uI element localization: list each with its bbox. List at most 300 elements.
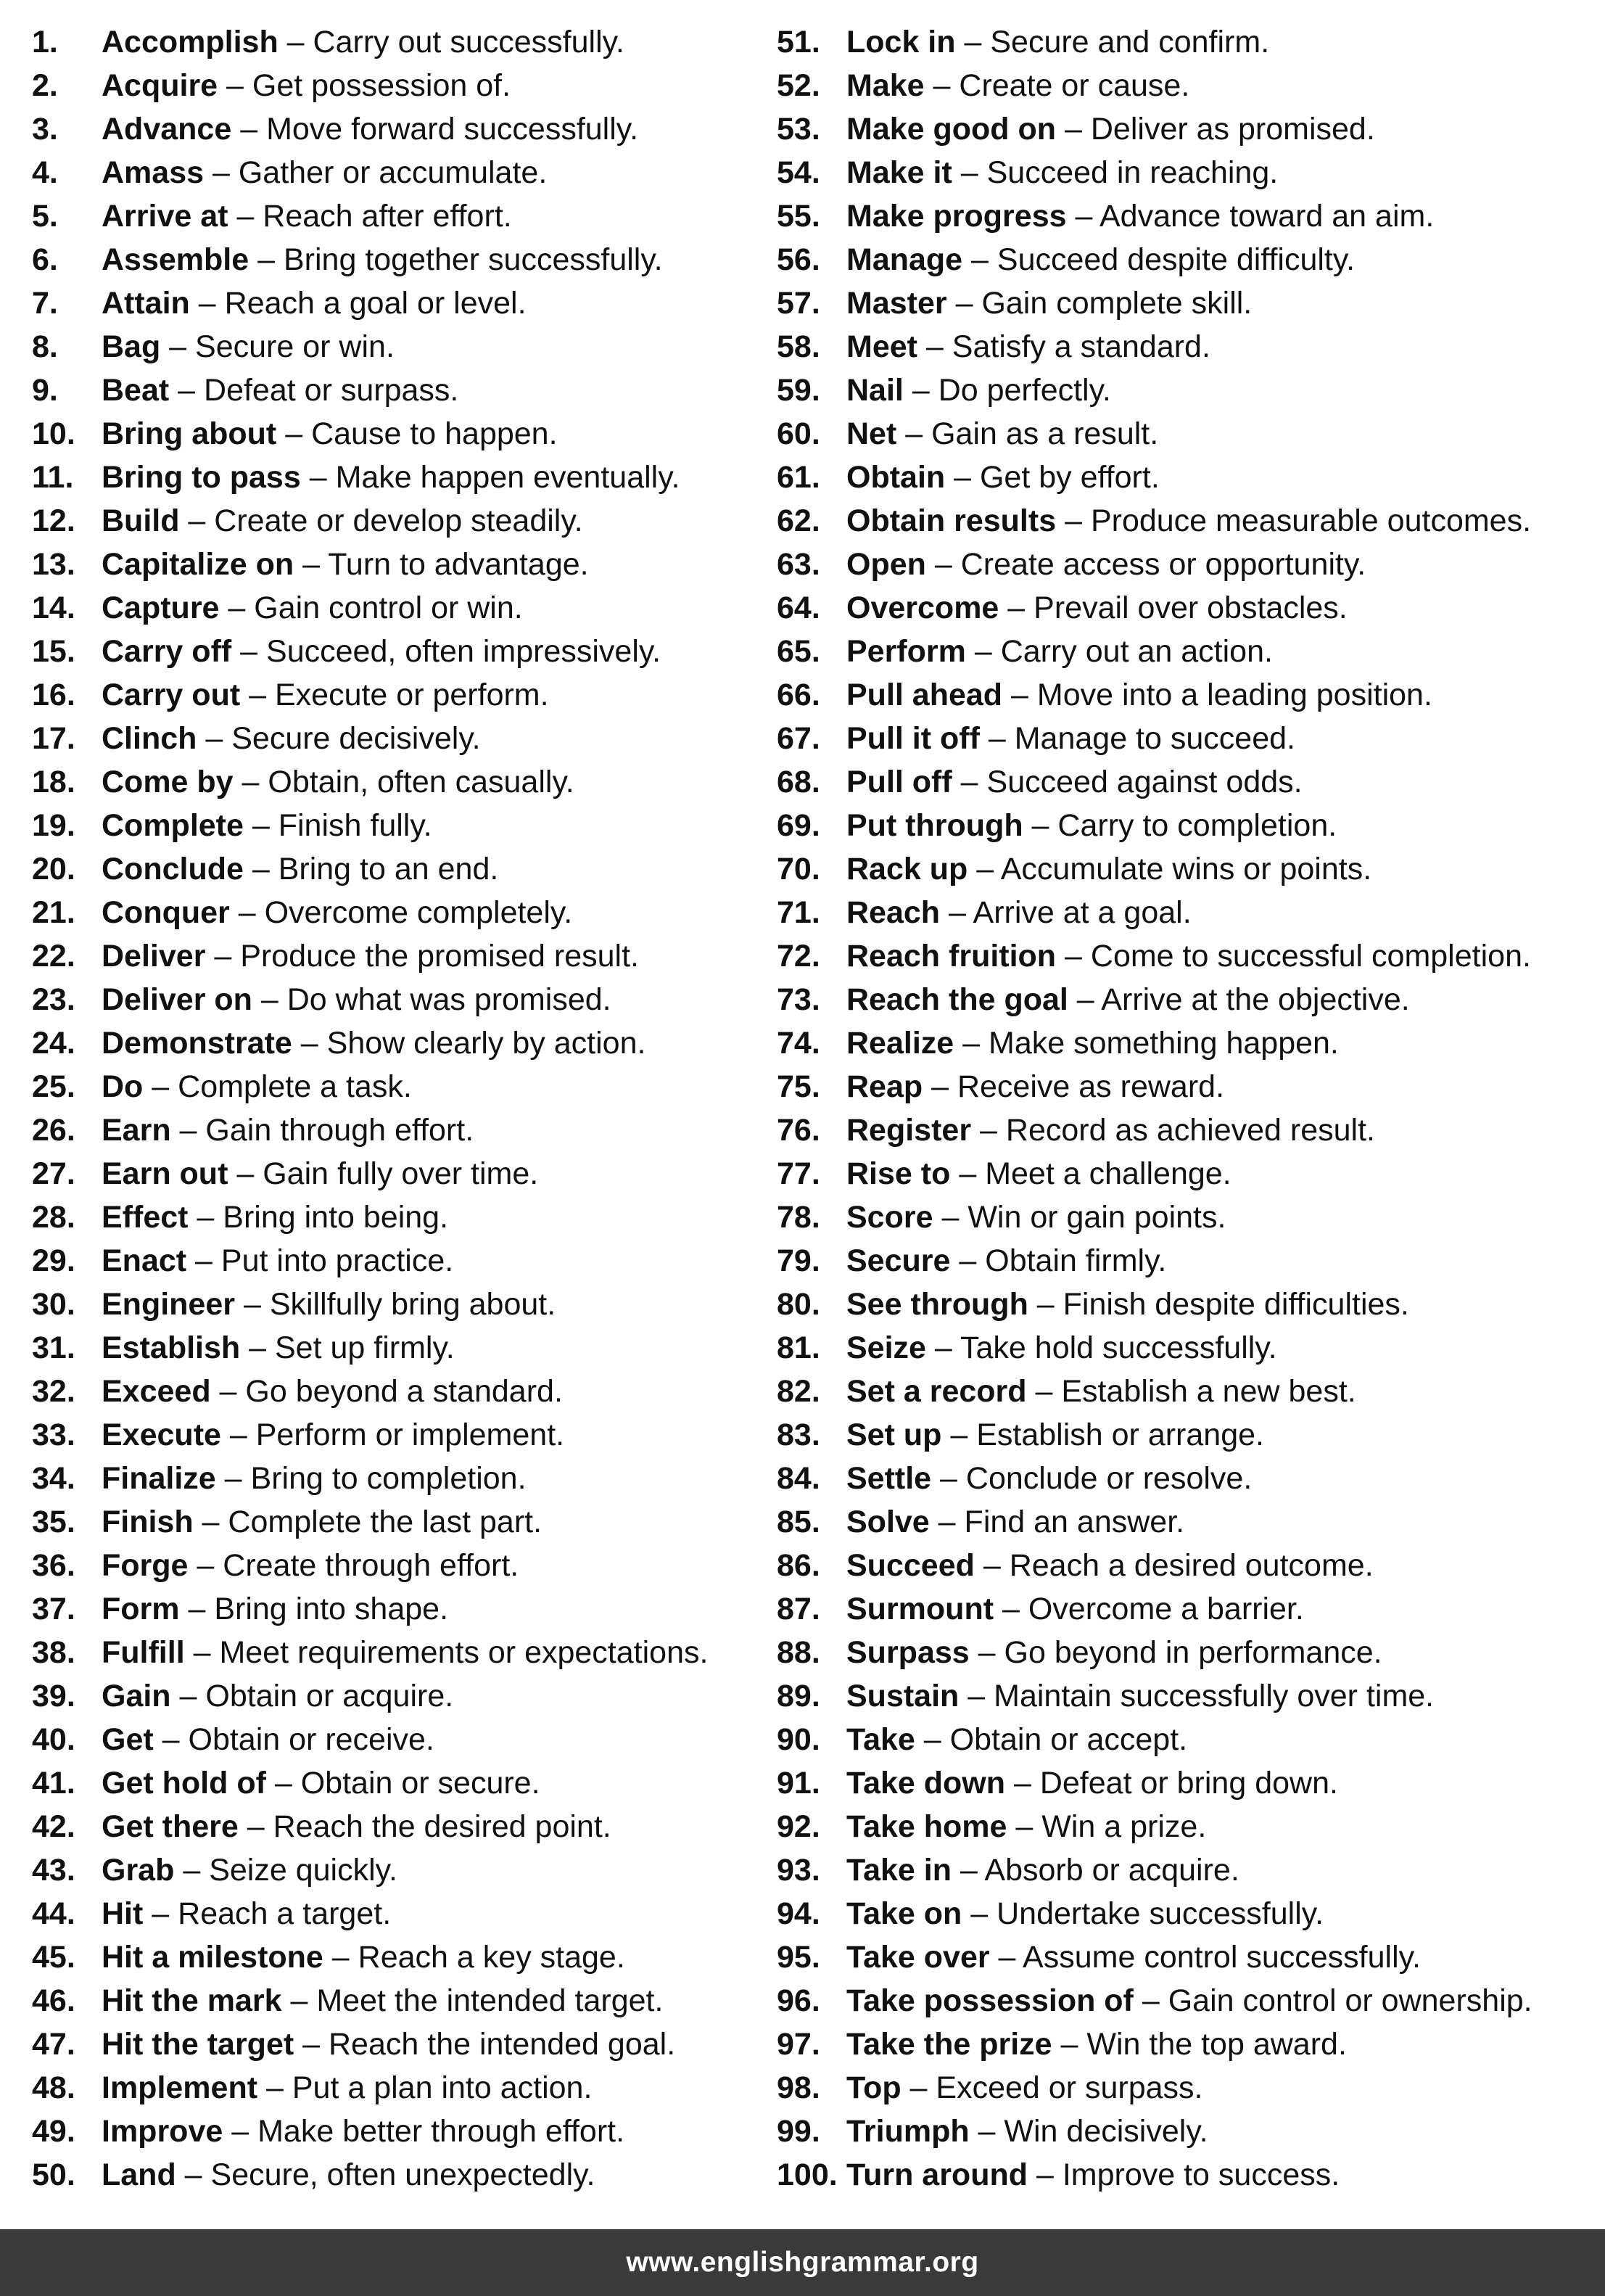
item-number: 19. bbox=[32, 808, 75, 843]
item-number: 2. bbox=[32, 68, 58, 103]
item-number: 59. bbox=[777, 373, 820, 408]
footer-bar bbox=[0, 2229, 1605, 2296]
item-definition: Meet requirements or expectations. bbox=[219, 1635, 709, 1670]
item-separator: – bbox=[1052, 2027, 1087, 2062]
list-item bbox=[777, 1239, 1596, 1283]
item-text bbox=[846, 412, 1158, 456]
item-definition: Gain control or ownership. bbox=[1168, 1983, 1532, 2018]
item-number: 22. bbox=[32, 939, 75, 974]
item-text bbox=[846, 20, 1269, 64]
item-definition: Deliver as promised. bbox=[1090, 112, 1375, 147]
item-definition: Perform or implement. bbox=[255, 1417, 565, 1452]
list-item bbox=[777, 369, 1596, 412]
list-item bbox=[777, 630, 1596, 673]
item-word: Capitalize on bbox=[102, 547, 294, 582]
item-number: 74. bbox=[777, 1026, 820, 1061]
item-separator: – bbox=[323, 1940, 358, 1975]
item-text bbox=[102, 2153, 595, 2197]
item-number: 85. bbox=[777, 1505, 820, 1539]
item-number: 48. bbox=[32, 2070, 75, 2105]
item-definition: Win or gain points. bbox=[967, 1200, 1226, 1235]
item-text bbox=[102, 1544, 519, 1587]
item-word: Advance bbox=[102, 112, 232, 147]
item-number: 5. bbox=[32, 199, 58, 234]
item-number: 17. bbox=[32, 721, 75, 756]
list-item bbox=[32, 2153, 757, 2197]
item-separator: – bbox=[971, 1113, 1006, 1148]
item-separator: – bbox=[153, 1722, 189, 1757]
item-definition: Produce measurable outcomes. bbox=[1090, 503, 1532, 538]
item-word: Bring to pass bbox=[102, 460, 301, 495]
item-separator: – bbox=[197, 721, 232, 756]
item-number: 34. bbox=[32, 1461, 75, 1496]
item-text bbox=[102, 238, 663, 281]
item-number: 41. bbox=[32, 1766, 75, 1801]
item-text bbox=[846, 2110, 1208, 2153]
item-separator: – bbox=[179, 503, 215, 538]
item-word: Improve bbox=[102, 2114, 223, 2149]
item-word: Take in bbox=[846, 1853, 952, 1888]
item-separator: – bbox=[903, 373, 938, 408]
item-word: Set a record bbox=[846, 1374, 1027, 1409]
item-number: 47. bbox=[32, 2027, 75, 2062]
item-number: 1. bbox=[32, 25, 58, 59]
item-number: 33. bbox=[32, 1417, 75, 1452]
item-separator: – bbox=[946, 286, 982, 321]
item-definition: Establish or arrange. bbox=[976, 1417, 1264, 1452]
list-item bbox=[32, 1283, 757, 1326]
item-word: Take over bbox=[846, 1940, 990, 1975]
list-item bbox=[32, 978, 757, 1021]
item-number: 8. bbox=[32, 329, 58, 364]
item-separator: – bbox=[952, 765, 987, 799]
item-definition: Bring to an end. bbox=[278, 852, 499, 886]
item-word: Rise to bbox=[846, 1156, 951, 1191]
list-item bbox=[777, 20, 1596, 64]
item-definition: Absorb or acquire. bbox=[984, 1853, 1239, 1888]
item-separator: – bbox=[940, 895, 973, 930]
item-word: Engineer bbox=[102, 1287, 235, 1322]
item-separator: – bbox=[170, 1113, 206, 1148]
item-definition: Get by effort. bbox=[979, 460, 1160, 495]
list-item bbox=[777, 1587, 1596, 1631]
item-text bbox=[102, 1283, 556, 1326]
item-separator: – bbox=[1028, 2157, 1063, 2192]
list-item bbox=[777, 1326, 1596, 1370]
item-word: Assemble bbox=[102, 242, 249, 277]
item-number: 38. bbox=[32, 1635, 75, 1670]
list-item bbox=[777, 1631, 1596, 1674]
item-word: Open bbox=[846, 547, 926, 582]
item-number: 35. bbox=[32, 1505, 75, 1539]
item-word: Beat bbox=[102, 373, 170, 408]
item-number: 30. bbox=[32, 1287, 75, 1322]
item-text bbox=[846, 325, 1210, 369]
item-word: Reap bbox=[846, 1069, 923, 1104]
item-separator: – bbox=[917, 329, 952, 364]
item-definition: Create or cause. bbox=[959, 68, 1190, 103]
item-number: 45. bbox=[32, 1940, 75, 1975]
list-item bbox=[32, 1674, 757, 1718]
item-number: 25. bbox=[32, 1069, 75, 1104]
item-text bbox=[102, 586, 523, 630]
item-separator: – bbox=[925, 547, 961, 582]
item-text bbox=[102, 1892, 391, 1935]
item-text bbox=[846, 499, 1531, 543]
list-item bbox=[777, 1892, 1596, 1935]
list-item bbox=[32, 2110, 757, 2153]
item-word: Make it bbox=[846, 155, 952, 190]
item-definition: Create access or opportunity. bbox=[960, 547, 1366, 582]
item-separator: – bbox=[901, 2070, 936, 2105]
item-separator: – bbox=[941, 1417, 977, 1452]
item-text bbox=[102, 194, 512, 238]
item-word: Make progress bbox=[846, 199, 1067, 234]
item-definition: Obtain or receive. bbox=[188, 1722, 434, 1757]
item-separator: – bbox=[238, 1809, 273, 1844]
list-item bbox=[32, 543, 757, 586]
item-definition: Secure, often unexpectedly. bbox=[210, 2157, 595, 2192]
item-number: 32. bbox=[32, 1374, 75, 1409]
item-word: Forge bbox=[102, 1548, 189, 1583]
item-word: Register bbox=[846, 1113, 972, 1148]
item-number: 58. bbox=[777, 329, 820, 364]
list-item bbox=[777, 2023, 1596, 2066]
item-separator: – bbox=[188, 1200, 223, 1235]
item-text bbox=[102, 1979, 663, 2023]
item-word: Set up bbox=[846, 1417, 942, 1452]
item-definition: Create through effort. bbox=[223, 1548, 519, 1583]
list-item bbox=[777, 673, 1596, 717]
item-separator: – bbox=[249, 242, 284, 277]
item-number: 94. bbox=[777, 1896, 820, 1931]
item-text bbox=[846, 586, 1348, 630]
list-item bbox=[32, 2023, 757, 2066]
item-number: 13. bbox=[32, 547, 75, 582]
item-separator: – bbox=[925, 1330, 960, 1365]
item-word: Take down bbox=[846, 1766, 1006, 1801]
item-word: Take on bbox=[846, 1896, 962, 1931]
item-word: Get bbox=[102, 1722, 154, 1757]
item-word: Deliver bbox=[102, 939, 206, 974]
item-number: 57. bbox=[777, 286, 820, 321]
item-definition: Complete a task. bbox=[178, 1069, 412, 1104]
item-definition: Complete the last part. bbox=[228, 1505, 542, 1539]
item-definition: Record as achieved result. bbox=[1005, 1113, 1375, 1148]
item-text bbox=[846, 1631, 1382, 1674]
item-definition: Go beyond in performance. bbox=[1004, 1635, 1382, 1670]
item-word: Earn out bbox=[102, 1156, 228, 1191]
item-word: Make bbox=[846, 68, 925, 103]
item-text bbox=[846, 1370, 1356, 1413]
item-separator: – bbox=[257, 2070, 292, 2105]
item-text bbox=[102, 456, 680, 499]
item-number: 21. bbox=[32, 895, 75, 930]
item-definition: Succeed against odds. bbox=[986, 765, 1303, 799]
item-word: Land bbox=[102, 2157, 176, 2192]
item-separator: – bbox=[924, 68, 960, 103]
list-item bbox=[32, 1718, 757, 1761]
item-text bbox=[846, 1196, 1226, 1239]
item-definition: Take hold successfully. bbox=[960, 1330, 1277, 1365]
list-item bbox=[32, 1631, 757, 1674]
item-separator: – bbox=[252, 982, 287, 1017]
item-word: Amass bbox=[102, 155, 205, 190]
item-separator: – bbox=[962, 242, 997, 277]
item-word: Succeed bbox=[846, 1548, 975, 1583]
item-definition: Arrive at the objective. bbox=[1101, 982, 1410, 1017]
item-definition: Produce the promised result. bbox=[240, 939, 639, 974]
item-number: 51. bbox=[777, 25, 820, 59]
item-text bbox=[846, 1805, 1206, 1848]
item-definition: Meet a challenge. bbox=[985, 1156, 1231, 1191]
item-word: Fulfill bbox=[102, 1635, 185, 1670]
item-separator: – bbox=[160, 329, 196, 364]
list-item bbox=[777, 107, 1596, 151]
item-definition: Execute or perform. bbox=[274, 678, 549, 712]
item-number: 27. bbox=[32, 1156, 75, 1191]
item-definition: Succeed in reaching. bbox=[986, 155, 1279, 190]
list-item bbox=[32, 2066, 757, 2110]
item-number: 12. bbox=[32, 503, 75, 538]
item-number: 64. bbox=[777, 591, 820, 625]
list-item bbox=[777, 1935, 1596, 1979]
item-separator: – bbox=[931, 1461, 966, 1496]
item-separator: – bbox=[967, 852, 1001, 886]
item-definition: Improve to success. bbox=[1062, 2157, 1340, 2192]
item-separator: – bbox=[954, 1026, 989, 1061]
item-text bbox=[102, 543, 589, 586]
item-word: Take the prize bbox=[846, 2027, 1052, 2062]
item-separator: – bbox=[1056, 939, 1091, 974]
list-item bbox=[32, 1805, 757, 1848]
item-separator: – bbox=[278, 25, 313, 59]
item-word: Execute bbox=[102, 1417, 221, 1452]
item-separator: – bbox=[945, 460, 980, 495]
item-text bbox=[102, 151, 547, 194]
item-separator: – bbox=[229, 895, 265, 930]
item-number: 71. bbox=[777, 895, 820, 930]
item-definition: Make better through effort. bbox=[257, 2114, 625, 2149]
item-separator: – bbox=[233, 765, 268, 799]
item-text bbox=[846, 2066, 1202, 2110]
item-separator: – bbox=[1002, 678, 1037, 712]
list-item bbox=[777, 847, 1596, 891]
item-number: 100. bbox=[777, 2157, 838, 2192]
list-item bbox=[777, 1674, 1596, 1718]
item-word: Come by bbox=[102, 765, 234, 799]
item-separator: – bbox=[1023, 808, 1058, 843]
item-definition: Secure decisively. bbox=[231, 721, 481, 756]
item-number: 60. bbox=[777, 416, 820, 451]
item-separator: – bbox=[955, 25, 991, 59]
item-definition: Create or develop steadily. bbox=[214, 503, 583, 538]
item-text bbox=[102, 1848, 397, 1892]
item-text bbox=[846, 543, 1366, 586]
item-text bbox=[102, 1761, 540, 1805]
item-number: 46. bbox=[32, 1983, 75, 2018]
item-text bbox=[102, 891, 572, 934]
item-text bbox=[102, 2110, 624, 2153]
list-item bbox=[777, 2066, 1596, 2110]
item-separator: – bbox=[215, 1461, 251, 1496]
item-separator: – bbox=[974, 1548, 1010, 1583]
item-number: 66. bbox=[777, 678, 820, 712]
list-item bbox=[32, 1544, 757, 1587]
list-item bbox=[777, 1370, 1596, 1413]
item-definition: Obtain or secure. bbox=[300, 1766, 540, 1801]
footer-url[interactable]: www.englishgrammar.org bbox=[626, 2247, 979, 2278]
item-word: Pull it off bbox=[846, 721, 980, 756]
item-separator: – bbox=[281, 1983, 317, 2018]
item-definition: Maintain successfully over time. bbox=[994, 1679, 1435, 1713]
item-separator: – bbox=[896, 416, 932, 451]
item-text bbox=[102, 1631, 708, 1674]
item-number: 67. bbox=[777, 721, 820, 756]
item-number: 15. bbox=[32, 634, 75, 669]
item-definition: Conclude or resolve. bbox=[965, 1461, 1253, 1496]
item-definition: Move into a leading position. bbox=[1036, 678, 1432, 712]
item-text bbox=[846, 369, 1111, 412]
item-word: Gain bbox=[102, 1679, 171, 1713]
item-word: Establish bbox=[102, 1330, 241, 1365]
item-separator: – bbox=[240, 1330, 275, 1365]
list-item bbox=[32, 325, 757, 369]
item-separator: – bbox=[204, 155, 239, 190]
item-text bbox=[846, 1674, 1434, 1718]
item-text bbox=[846, 804, 1337, 847]
item-word: Obtain results bbox=[846, 503, 1057, 538]
item-word: Top bbox=[846, 2070, 901, 2105]
list-item bbox=[777, 456, 1596, 499]
item-definition: Do what was promised. bbox=[286, 982, 611, 1017]
item-number: 88. bbox=[777, 1635, 820, 1670]
item-word: Bag bbox=[102, 329, 161, 364]
item-word: Make good on bbox=[846, 112, 1057, 147]
item-number: 26. bbox=[32, 1113, 75, 1148]
item-word: Hit bbox=[102, 1896, 144, 1931]
item-text bbox=[102, 1674, 453, 1718]
item-separator: – bbox=[169, 373, 205, 408]
item-text bbox=[102, 1587, 448, 1631]
item-separator: – bbox=[950, 1243, 986, 1278]
list-item bbox=[32, 891, 757, 934]
item-separator: – bbox=[218, 68, 252, 103]
item-text bbox=[846, 64, 1189, 107]
item-number: 40. bbox=[32, 1722, 75, 1757]
item-number: 87. bbox=[777, 1592, 820, 1626]
item-separator: – bbox=[243, 852, 278, 886]
item-word: Settle bbox=[846, 1461, 932, 1496]
item-number: 68. bbox=[777, 765, 820, 799]
item-separator: – bbox=[292, 1026, 327, 1061]
list-item bbox=[777, 1544, 1596, 1587]
item-separator: – bbox=[1066, 199, 1099, 234]
item-separator: – bbox=[300, 460, 336, 495]
item-number: 28. bbox=[32, 1200, 75, 1235]
item-definition: Secure and confirm. bbox=[990, 25, 1270, 59]
item-separator: – bbox=[994, 1592, 1028, 1626]
item-number: 16. bbox=[32, 678, 75, 712]
item-definition: Bring to completion. bbox=[250, 1461, 527, 1496]
item-definition: Win the top award. bbox=[1086, 2027, 1347, 2062]
item-separator: – bbox=[219, 591, 255, 625]
item-definition: Receive as reward. bbox=[957, 1069, 1225, 1104]
item-separator: – bbox=[999, 591, 1034, 625]
item-word: Finish bbox=[102, 1505, 194, 1539]
item-definition: Put into practice. bbox=[220, 1243, 454, 1278]
item-separator: – bbox=[294, 547, 329, 582]
item-separator: – bbox=[276, 416, 312, 451]
list-item bbox=[777, 2153, 1596, 2197]
list-item bbox=[777, 1152, 1596, 1196]
item-word: Conclude bbox=[102, 852, 244, 886]
list-item bbox=[777, 1805, 1596, 1848]
item-word: Hit the target bbox=[102, 2027, 294, 2062]
item-number: 6. bbox=[32, 242, 58, 277]
item-word: Get there bbox=[102, 1809, 239, 1844]
list-item bbox=[32, 107, 757, 151]
list-item bbox=[32, 1587, 757, 1631]
item-definition: Do perfectly. bbox=[938, 373, 1111, 408]
item-number: 75. bbox=[777, 1069, 820, 1104]
list-item bbox=[32, 1108, 757, 1152]
item-number: 24. bbox=[32, 1026, 75, 1061]
item-text bbox=[846, 1326, 1277, 1370]
item-definition: Manage to succeed. bbox=[1014, 721, 1295, 756]
item-text bbox=[102, 369, 458, 412]
item-text bbox=[846, 1892, 1324, 1935]
list-item bbox=[32, 456, 757, 499]
list-item bbox=[32, 64, 757, 107]
item-number: 95. bbox=[777, 1940, 820, 1975]
item-separator: – bbox=[950, 1156, 986, 1191]
item-number: 69. bbox=[777, 808, 820, 843]
item-word: Take home bbox=[846, 1809, 1007, 1844]
item-definition: Finish fully. bbox=[278, 808, 432, 843]
item-definition: Skillfully bring about. bbox=[269, 1287, 556, 1322]
list-item bbox=[777, 499, 1596, 543]
item-text bbox=[102, 281, 527, 325]
item-number: 79. bbox=[777, 1243, 820, 1278]
item-word: Effect bbox=[102, 1200, 189, 1235]
item-separator: – bbox=[915, 1722, 950, 1757]
item-separator: – bbox=[1028, 1287, 1063, 1322]
item-text bbox=[846, 1544, 1374, 1587]
item-word: Net bbox=[846, 416, 897, 451]
item-word: Attain bbox=[102, 286, 190, 321]
item-definition: Bring into shape. bbox=[214, 1592, 449, 1626]
item-definition: Bring together successfully. bbox=[283, 242, 663, 277]
item-separator: – bbox=[1068, 982, 1102, 1017]
item-text bbox=[846, 456, 1160, 499]
item-word: Sustain bbox=[846, 1679, 960, 1713]
item-definition: Reach a goal or level. bbox=[224, 286, 527, 321]
item-text bbox=[846, 1457, 1252, 1500]
item-separator: – bbox=[193, 1505, 228, 1539]
item-separator: – bbox=[1026, 1374, 1062, 1409]
list-item bbox=[32, 151, 757, 194]
item-text bbox=[846, 673, 1432, 717]
item-text bbox=[846, 1979, 1532, 2023]
item-definition: Obtain firmly. bbox=[985, 1243, 1167, 1278]
item-separator: – bbox=[189, 286, 225, 321]
item-number: 81. bbox=[777, 1330, 820, 1365]
item-number: 97. bbox=[777, 2027, 820, 2062]
item-definition: Come to successful completion. bbox=[1090, 939, 1531, 974]
item-text bbox=[846, 1065, 1224, 1108]
list-item bbox=[32, 804, 757, 847]
